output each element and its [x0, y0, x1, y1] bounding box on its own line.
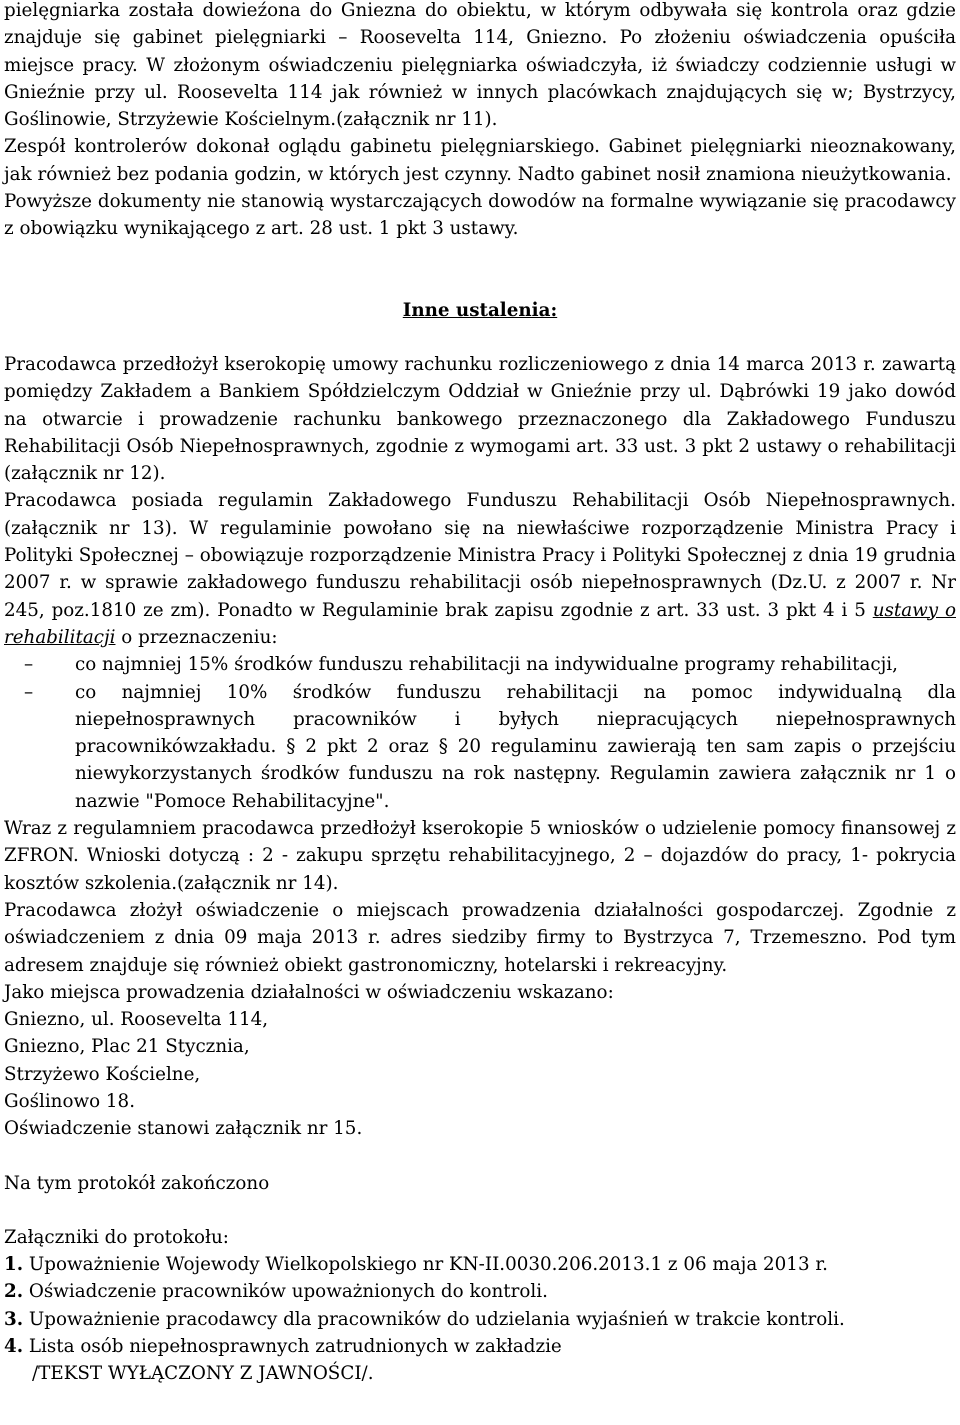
- attachment-item: [4, 1306, 956, 1333]
- attachment-number: 4.: [4, 1336, 24, 1358]
- document-page: [4, 0, 956, 1388]
- attachment-text: Oświadczenie pracowników upoważnionych do kontroli.: [23, 1281, 548, 1303]
- location-line: Gniezno, ul. Roosevelta 114,: [4, 1009, 269, 1031]
- attachment-number: 1.: [4, 1254, 24, 1276]
- paragraph-business-locations: Pracodawca złożył oświadczenie o miejscach prowadzenia działalności gospodarczej. Zgodnie z oświadczeniem z dnia 09 maja 2013 r. adres siedziby firmy to Bystrzyca 7, Trzemeszno. Pod tym adresem znajduje się również obiekt gastronomiczny, hotelarski i rekreacyjny.: [4, 899, 956, 976]
- attachment-text: Lista osób niepełnosprawnych zatrudnionych w zakładzie: [23, 1336, 562, 1358]
- list-item: – co najmniej 15% środków funduszu rehabilitacji na indywidualne programy rehabilitacji,: [4, 651, 956, 678]
- attachment-item: [4, 1333, 956, 1360]
- paragraph-insufficient-evidence: Powyższe dokumenty nie stanowią wystarczających dowodów na formalne wywiązanie się pracodawcy z obowiązku wynikającego z art. 28 ust. 1 pkt 3 ustawy.: [4, 191, 956, 240]
- attachment-number: 2.: [4, 1281, 24, 1303]
- closing-line: Na tym protokół zakończono: [4, 1172, 270, 1194]
- regulation-act-link-text: ustawy o rehabilitacji: [4, 599, 956, 648]
- locations-intro: Jako miejsca prowadzenia działalności w oświadczeniu wskazano:: [4, 981, 614, 1003]
- list-item: – co najmniej 10% środków funduszu rehabilitacji na pomoc indywidualną dla niepełnosprawnych pracowników i byłych niepracujących niepełnosprawnych pracownikówzakładu. § 2 pkt 2 oraz § 20 regulaminu zawierają ten sam zapis o przejściu niewykorzystanych środków funduszu na rok następny. Regulamin zawiera załącznik nr 1 o nazwie "Pomoce Rehabilitacyjne".: [4, 679, 956, 815]
- location-line: Gniezno, Plac 21 Stycznia,: [4, 1036, 250, 1058]
- attachment-text: Upoważnienie pracodawcy dla pracowników do udzielania wyjaśnień w trakcie kontroli.: [23, 1308, 845, 1330]
- excluded-text-note: /TEKST WYŁĄCZONY Z JAWNOŚCI/.: [32, 1363, 374, 1385]
- paragraph-office-inspection: Zespół kontrolerów dokonał oglądu gabinetu pielęgniarskiego. Gabinet pielęgniarki nieoznakowany, jak również bez podania godzin, w których jest czynny. Nadto gabinet nosił znamiona nieużytkowania.: [4, 136, 956, 185]
- paragraph-bank-account: Pracodawca przedłożył kserokopię umowy rachunku rozliczeniowego z dnia 14 marca 2013 r. zawartą pomiędzy Zakładem a Bankiem Spółdzielczym Oddział w Gnieźnie przy ul. Dąbrówki 19 jako dowód na otwarcie i prowadzenie rachunku bankowego przeznaczonego dla Zakładowego Funduszu Rehabilitacji Osób Niepełnosprawnych, zgodnie z wymogami art. 33 ust. 3 pkt 2 ustawy o rehabilitacji (załącznik nr 12).: [4, 353, 956, 485]
- regulation-text: Pracodawca posiada regulamin Zakładowego Funduszu Rehabilitacji Osób Niepełnosprawnych. (załącznik nr 13). W regulaminie powołano się na niewłaściwe rozporządzenie Ministra Pracy i Polityki Społecznej – obowiązuje rozporządzenie Ministra Pracy i Polityki Społecznej z dnia 19 grudnia 2007 r. w sprawie zakładowego funduszu rehabilitacji osób niepełnosprawnych (Dz.U. z 2007 r. Nr 245, poz.1810 ze zm). Ponadto w Regulaminie brak zapisu zgodnie z art. 33 ust. 3 pkt 4 i 5: [4, 490, 956, 621]
- paragraph-applications: Wraz z regulamniem pracodawca przedłożył kserokopie 5 wniosków o udzielenie pomocy finansowej z ZFRON. Wnioski dotyczą : 2 - zakupu sprzętu rehabilitacyjnego, 2 – dojazdów do pracy, 1- pokrycia kosztów szkolenia.(załącznik nr 14).: [4, 818, 956, 894]
- attachment-item: [4, 1251, 956, 1278]
- attachment-text: Upoważnienie Wojewody Wielkopolskiego nr KN-II.0030.206.2013.1 z 06 maja 2013 r.: [23, 1254, 828, 1276]
- location-line: Goślinowo 18.: [4, 1090, 136, 1112]
- attachments-title: Załączniki do protokołu:: [4, 1226, 229, 1248]
- location-line: Strzyżewo Kościelne,: [4, 1063, 201, 1085]
- paragraph-nurse-statement: pielęgniarka została dowieźona do Gniezna do obiektu, w którym odbywała się kontrola oraz gdzie znajduje się gabinet pielęgniarki – Roosevelta 114, Gniezno. Po złożeniu oświadczenia opuściła miejsce pracy. W złożonym oświadczeniu pielęgniarka oświadczyła, iż świadczy codziennie usługi w Gnieźnie przy ul. Roosevelta 114 jak również w innych placówkach znajdujących się w; Bystrzycy, Goślinowie, Strzyżewie Kościelnym.(załącznik nr 11).: [4, 0, 956, 131]
- attachment-number: 3.: [4, 1308, 24, 1330]
- paragraph-regulation: [4, 487, 956, 651]
- regulation-text-end: o przeznaczeniu:: [115, 626, 278, 648]
- purpose-list: [4, 651, 956, 815]
- section-heading: Inne ustalenia:: [402, 299, 558, 321]
- statement-attachment-note: Oświadczenie stanowi załącznik nr 15.: [4, 1118, 363, 1140]
- attachment-item: [4, 1278, 956, 1305]
